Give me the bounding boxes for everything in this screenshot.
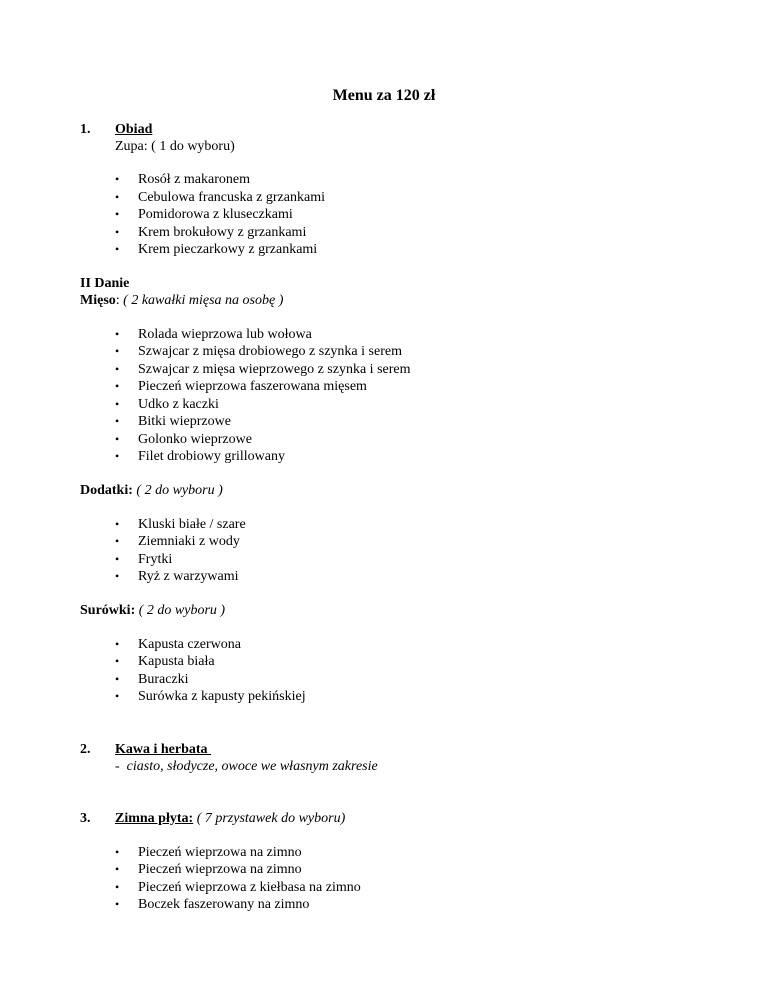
item-label: Surówka z kapusty pekińskiej (138, 689, 306, 704)
bullet-icon: • (115, 431, 120, 446)
bullet-icon: • (115, 569, 120, 583)
bullet-icon: • (115, 172, 120, 186)
list-item (80, 224, 680, 242)
bullet-icon: • (115, 379, 120, 393)
bullet-icon: • (115, 844, 120, 859)
item-label: Buraczki (138, 671, 189, 687)
list-item (80, 326, 680, 344)
menu-content (80, 121, 680, 914)
list-item (80, 533, 680, 551)
list-item (80, 448, 680, 466)
item-label: Pieczeń wieprzowa z kiełbasa na zimno (138, 879, 361, 895)
menu-title: Menu za 120 zł (332, 87, 436, 104)
section-title: Obiad (115, 122, 153, 137)
section-coffee-heading (80, 741, 680, 758)
coffee-description: - ciasto, słodycze, owoce we własnym zakresie (115, 758, 378, 774)
bullet-icon: • (115, 534, 120, 548)
sides-heading (80, 482, 680, 499)
bullet-icon: • (115, 654, 120, 668)
item-label: Ryż z warzywami (138, 569, 239, 584)
soup-subheading: Zupa: ( 1 do wyboru) (115, 139, 235, 154)
bullet-icon: • (115, 242, 120, 256)
main-course-heading: II Danie (80, 275, 130, 291)
sides-list (80, 516, 680, 586)
item-label: Cebulowa francuska z grzankami (138, 189, 325, 205)
list-item (80, 413, 680, 431)
bullet-icon: • (115, 897, 120, 911)
sides-note: ( 2 do wyboru ) (136, 482, 223, 498)
section-number: 3. (80, 810, 91, 826)
salads-list (80, 636, 680, 706)
section-obiad-heading (80, 121, 680, 138)
item-label: Krem brokułowy z grzankami (138, 224, 307, 240)
item-label: Krem pieczarkowy z grzankami (138, 242, 318, 257)
item-label: Kapusta czerwona (138, 636, 242, 652)
item-label: Pieczeń wieprzowa faszerowana mięsem (138, 379, 367, 394)
item-label: Udko z kaczki (138, 396, 219, 412)
list-item (80, 171, 680, 189)
cold-plate-note: ( 7 przystawek do wyboru) (193, 810, 346, 826)
item-label: Rosół z makaronem (138, 172, 250, 187)
cold-plate-list (80, 844, 680, 914)
list-item (80, 844, 680, 862)
list-item (80, 688, 680, 706)
bullet-icon: • (115, 189, 120, 204)
item-label: Frytki (138, 551, 173, 567)
bullet-icon: • (115, 862, 120, 876)
meat-subheading (80, 292, 680, 309)
bullet-icon: • (115, 449, 120, 463)
item-label: Pomidorowa z kluseczkami (138, 207, 293, 222)
list-item (80, 206, 680, 224)
bullet-icon: • (115, 326, 120, 341)
bullet-icon: • (115, 396, 120, 411)
section-cold-plate-heading (80, 810, 680, 827)
salads-note: ( 2 do wyboru ) (138, 602, 226, 618)
list-item (80, 378, 680, 396)
meat-list (80, 326, 680, 466)
item-label: Filet drobiowy grillowany (138, 449, 285, 464)
list-item (80, 361, 680, 379)
section-number: 2. (80, 741, 91, 757)
soup-list (80, 171, 680, 259)
bullet-icon: • (115, 689, 120, 703)
bullet-icon: • (115, 636, 120, 651)
list-item (80, 896, 680, 914)
item-label: Golonko wieprzowe (138, 431, 252, 447)
item-label: Kluski białe / szare (138, 516, 246, 532)
list-item (80, 551, 680, 569)
item-label: Boczek faszerowany na zimno (138, 897, 310, 912)
bullet-icon: • (115, 516, 120, 531)
meat-label: Mięso (80, 292, 116, 308)
section-title: Kawa i herbata (115, 741, 212, 757)
item-label: Rolada wieprzowa lub wołowa (138, 326, 312, 342)
list-item (80, 343, 680, 361)
sides-label: Dodatki: (80, 482, 133, 498)
list-item (80, 396, 680, 414)
list-item (80, 568, 680, 586)
list-item (80, 671, 680, 689)
bullet-icon: • (115, 344, 120, 358)
item-label: Pieczeń wieprzowa na zimno (138, 862, 302, 877)
bullet-icon: • (115, 207, 120, 221)
bullet-icon: • (115, 414, 120, 428)
salads-heading (80, 602, 680, 619)
bullet-icon: • (115, 551, 120, 566)
item-label: Szwajcar z mięsa wieprzowego z szynka i serem (138, 361, 411, 377)
bullet-icon: • (115, 671, 120, 686)
list-item (80, 653, 680, 671)
item-label: Bitki wieprzowe (138, 414, 231, 429)
list-item (80, 516, 680, 534)
item-label: Ziemniaki z wody (138, 534, 240, 549)
item-label: Pieczeń wieprzowa na zimno (138, 844, 302, 860)
bullet-icon: • (115, 224, 120, 239)
list-item (80, 241, 680, 259)
list-item (80, 861, 680, 879)
item-label: Szwajcar z mięsa drobiowego z szynka i serem (138, 344, 402, 359)
meat-note: ( 2 kawałki mięsa na osobę ) (123, 292, 284, 308)
bullet-icon: • (115, 361, 120, 376)
bullet-icon: • (115, 879, 120, 894)
list-item (80, 879, 680, 897)
item-label: Kapusta biała (138, 654, 215, 669)
section-title: Zimna płyta: (115, 810, 194, 826)
meat-colon: : (115, 292, 124, 308)
section-number: 1. (80, 122, 91, 137)
salads-label: Surówki: (80, 602, 136, 618)
list-item (80, 636, 680, 654)
list-item (80, 189, 680, 207)
list-item (80, 431, 680, 449)
